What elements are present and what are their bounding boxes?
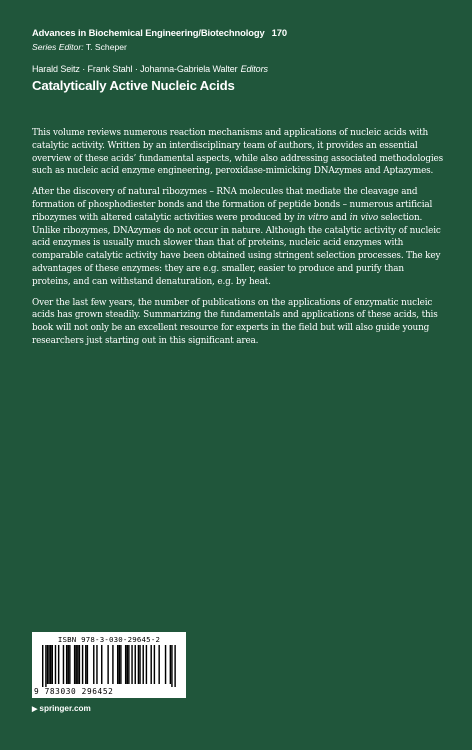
barcode-bar bbox=[93, 645, 94, 684]
barcode-bar bbox=[150, 645, 151, 684]
barcode-bar bbox=[170, 645, 171, 684]
barcode-bar bbox=[125, 645, 126, 684]
arrow-icon: ▶ bbox=[32, 706, 38, 713]
barcode-bar bbox=[154, 645, 155, 684]
barcode-bar bbox=[82, 645, 83, 684]
barcode-bar bbox=[120, 645, 121, 684]
barcode-bars bbox=[42, 645, 176, 687]
isbn-label: ISBN 978-3-030-29645-2 bbox=[57, 635, 161, 644]
volume-number: 170 bbox=[271, 27, 287, 38]
barcode-bar bbox=[158, 645, 159, 684]
barcode-bar bbox=[139, 645, 140, 684]
barcode-bar bbox=[165, 645, 166, 684]
isbn-barcode bbox=[32, 632, 186, 698]
barcode-bar bbox=[68, 645, 69, 684]
series-editor-label: Series Editor: bbox=[32, 42, 84, 52]
barcode-bar bbox=[143, 645, 144, 684]
barcode-bar bbox=[58, 645, 59, 684]
barcode-bar bbox=[119, 645, 120, 684]
barcode-bar bbox=[107, 645, 108, 684]
barcode-bar bbox=[52, 645, 53, 684]
blurb-paragraph-2-and: and bbox=[328, 212, 350, 223]
blurb-paragraph-2-part-b: selection. Unlike ribozymes, DNAzymes do not occur in nature. Although the catalytic activity of nucleic acid enzymes is usually much slower than that of proteins, nucleic acid enzymes with comparable catalytic activity have been obtained using stringent selection processes. The key advantages of these enzymes: they are e.g. smaller, easier to produce and purify than proteins, and can withstand denaturation, e.g. by heat. bbox=[32, 212, 441, 287]
barcode-bar bbox=[101, 645, 102, 684]
barcode-bar bbox=[63, 645, 64, 684]
barcode-bar bbox=[79, 645, 80, 684]
series-name: Advances in Biochemical Engineering/Biotechnology bbox=[32, 27, 265, 38]
barcode-bar bbox=[47, 645, 48, 684]
blurb-paragraph-2 bbox=[32, 186, 444, 288]
authors-line bbox=[32, 64, 268, 74]
barcode-bar bbox=[131, 645, 132, 684]
barcode-bar bbox=[85, 645, 86, 684]
barcode-bar bbox=[50, 645, 51, 684]
barcode-bar bbox=[45, 645, 46, 687]
book-title: Catalytically Active Nucleic Acids bbox=[32, 78, 235, 93]
barcode-bar bbox=[127, 645, 128, 684]
in-vivo-term: in vivo bbox=[349, 212, 379, 223]
series-editor-line bbox=[32, 42, 127, 52]
blurb-paragraph-2-part-a: After the discovery of natural ribozymes – RNA molecules that mediate the cleavage and formation of phosphodiester bonds and the formation of peptide bonds – numerous artificial ribozymes with altered catalytic activities were produced by bbox=[32, 187, 433, 223]
barcode-bar bbox=[174, 645, 175, 687]
barcode-bar bbox=[66, 645, 67, 684]
in-vitro-term: in vitro bbox=[297, 212, 329, 223]
publisher-link[interactable] bbox=[32, 704, 91, 713]
barcode-bar bbox=[171, 645, 172, 687]
barcode-bar bbox=[48, 645, 49, 684]
barcode-bar bbox=[138, 645, 139, 684]
series-editor-name: T. Scheper bbox=[85, 42, 127, 52]
barcode-bar bbox=[76, 645, 77, 684]
barcode-bar bbox=[146, 645, 147, 684]
barcode-bar bbox=[96, 645, 97, 684]
publisher-url: springer.com bbox=[39, 704, 91, 713]
ean-number: 9 783030 296452 bbox=[34, 687, 114, 696]
barcode-bar bbox=[117, 645, 118, 684]
blurb bbox=[32, 127, 444, 356]
barcode-bar bbox=[87, 645, 88, 684]
barcode-bar bbox=[42, 645, 43, 687]
barcode-bar bbox=[112, 645, 113, 684]
barcode-bar bbox=[128, 645, 129, 684]
barcode-bar bbox=[55, 645, 56, 684]
blurb-paragraph-1: This volume reviews numerous reaction mechanisms and applications of nucleic acids with catalytic activity. Written by an interdisciplinary team of authors, it provides an essential overview of these acids’ fundamental aspects, while also addressing associated methodologies such as nucleic acid enzyme engineering, peroxidase-mimicking DNAzymes and Aptazymes. bbox=[32, 128, 443, 177]
barcode-bar bbox=[77, 645, 78, 684]
barcode-bar bbox=[74, 645, 75, 684]
authors: Harald Seitz · Frank Stahl · Johanna-Gabriela Walter bbox=[32, 64, 238, 74]
editors-label: Editors bbox=[240, 64, 268, 74]
barcode-bar bbox=[135, 645, 136, 684]
barcode-bar bbox=[69, 645, 70, 684]
blurb-paragraph-3: Over the last few years, the number of publications on the applications of enzymatic nucleic acids has grown steadily. Summarizing the fundamentals and applications of these acids, this book will not only be an excellent resource for experts in the field but will also guide young researchers just starting out in this significant area. bbox=[32, 297, 438, 346]
series-line bbox=[32, 27, 287, 38]
